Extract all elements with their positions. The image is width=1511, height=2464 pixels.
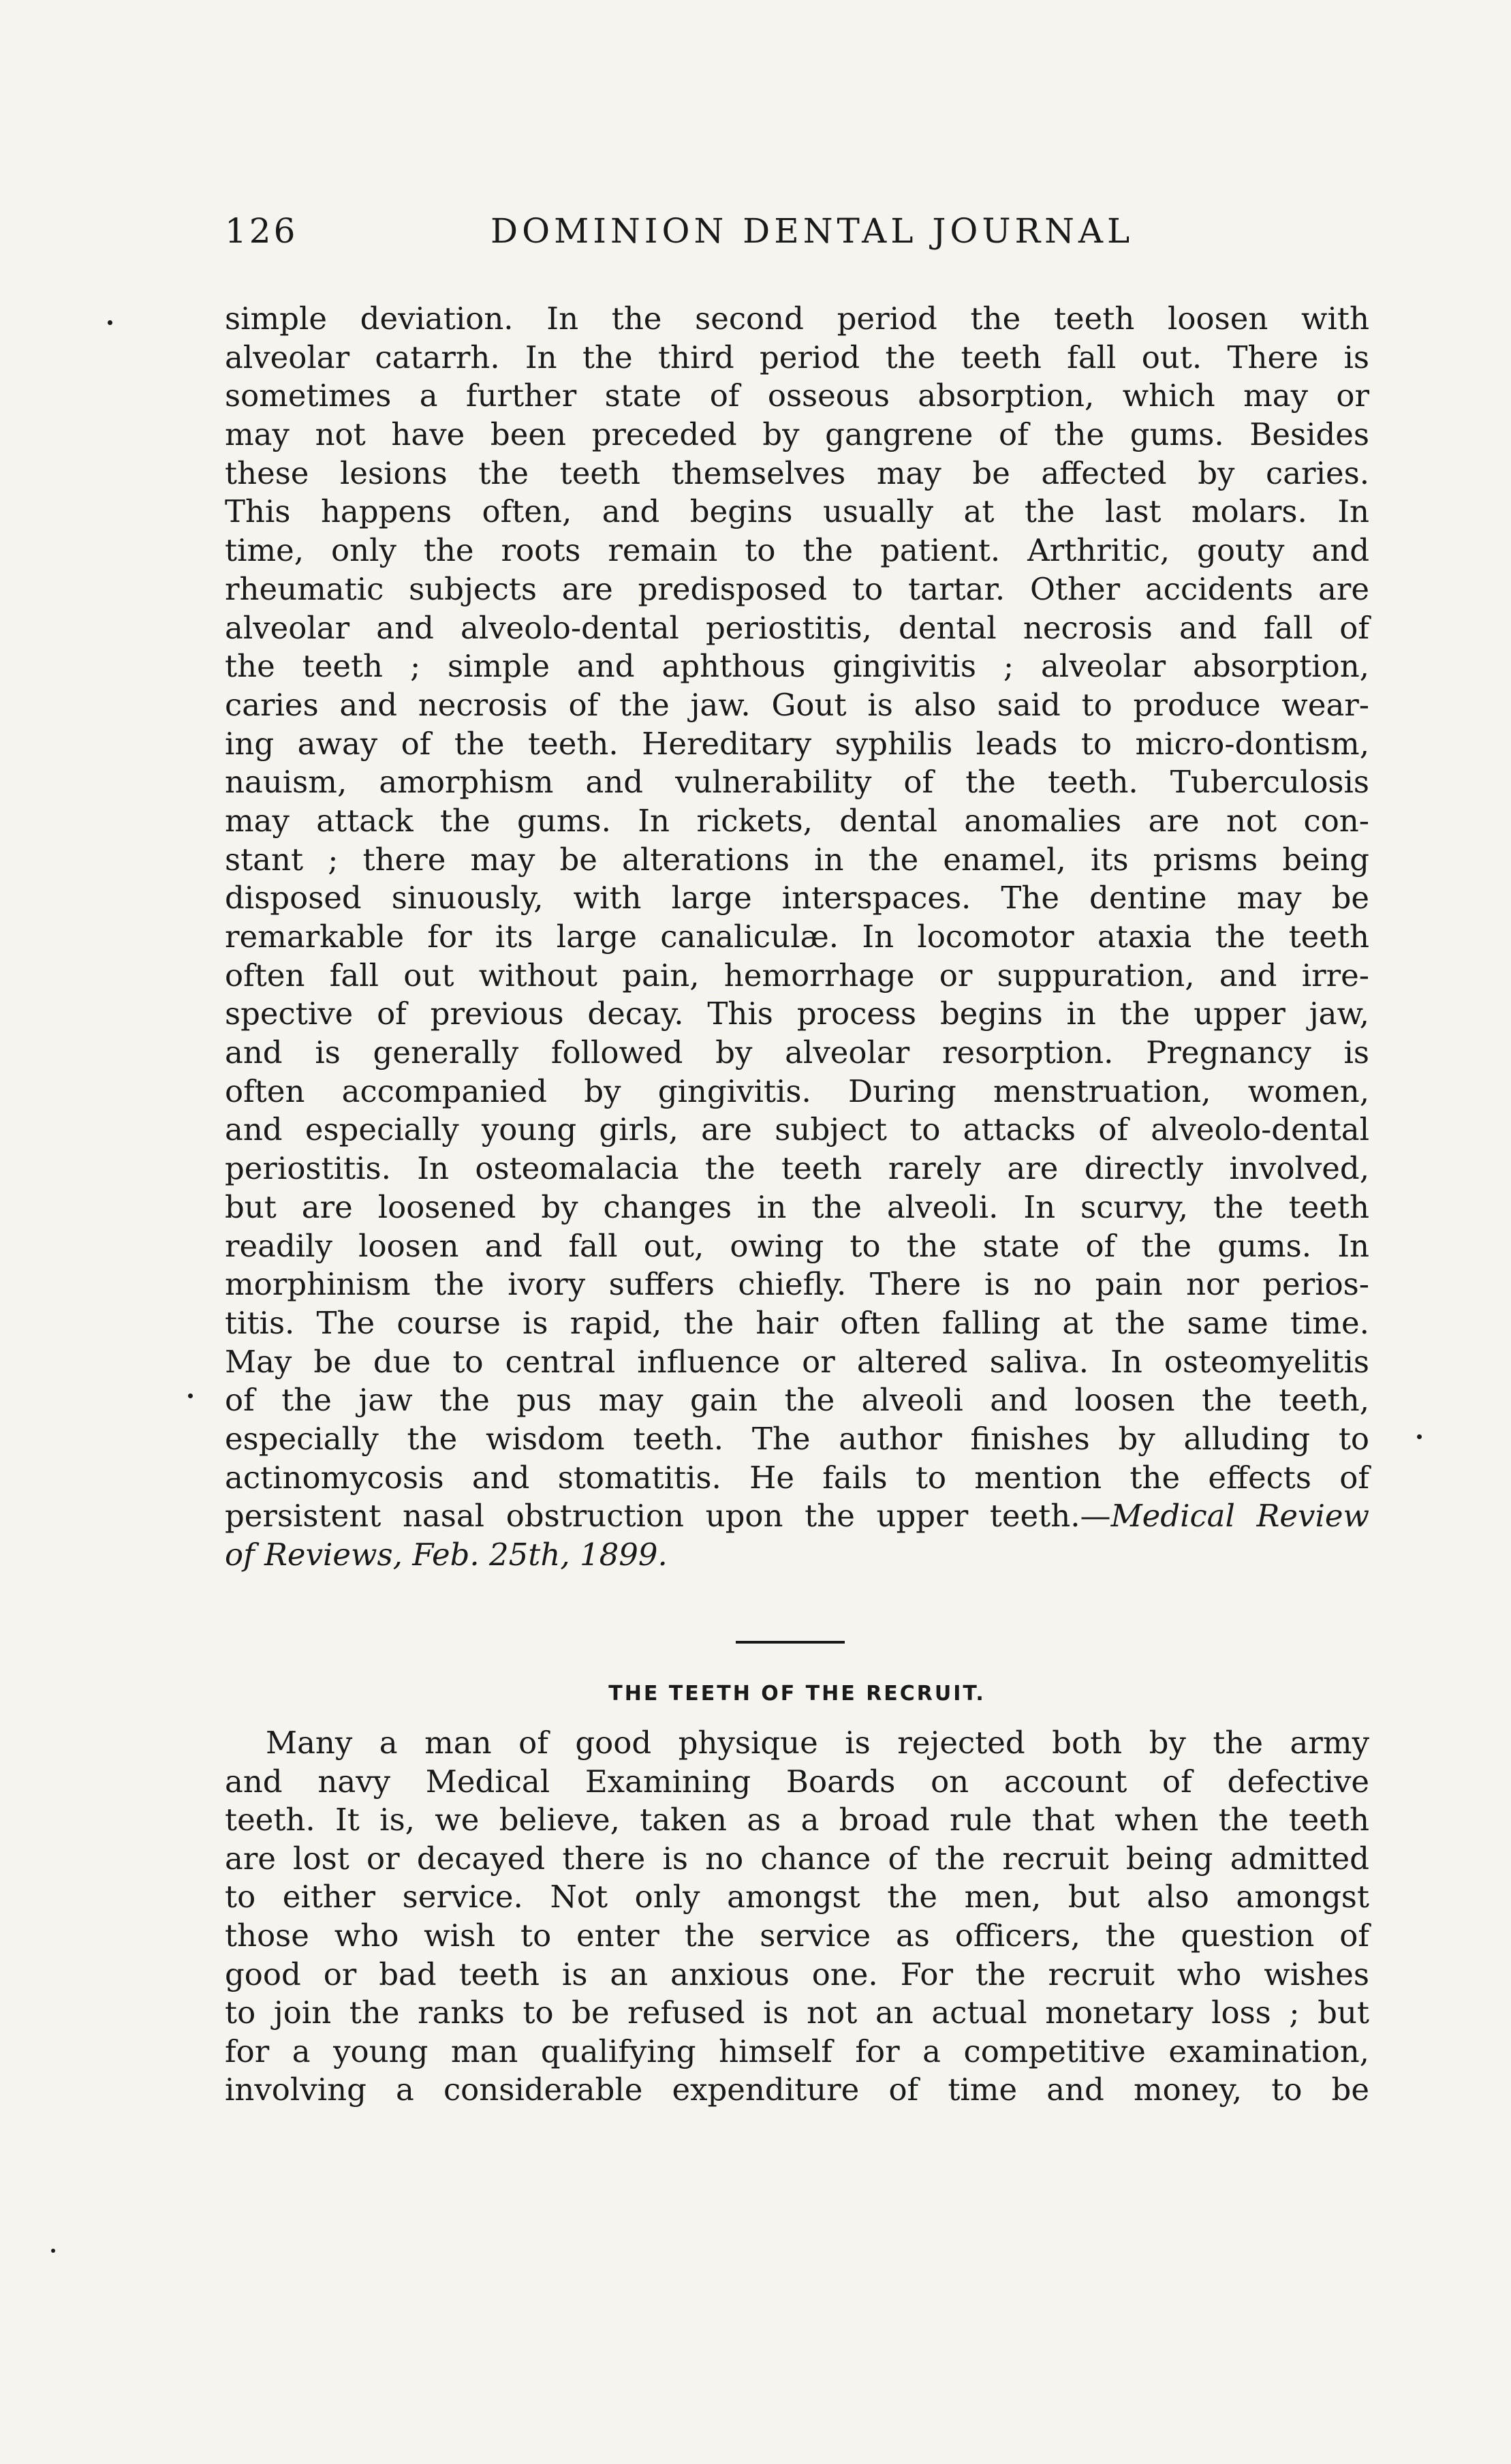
text-line: and especially young girls, are subject to attacks of alveolo-dental [225,1111,1369,1148]
text-line: persistent nasal obstruction upon the upper teeth.— [225,1498,1111,1535]
text-line: Many a man of good physique is rejected both by the army [266,1725,1369,1761]
text-line: alveolar catarrh. In the third period the teeth fall out. There is [225,339,1369,375]
section-divider [736,1641,845,1644]
margin-speck [51,2249,55,2253]
article-body-2 [225,1724,1369,2110]
text-line: May be due to central influence or altered saliva. In osteomyelitis [225,1343,1369,1380]
text-line: are lost or decayed there is no chance of the recruit being admitted [225,1840,1369,1877]
text-line: those who wish to enter the service as officers, the question of [225,1917,1369,1954]
text-line: titis. The course is rapid, the hair often falling at the same time. [225,1304,1369,1341]
text-line: to either service. Not only amongst the men, but also amongst [225,1879,1369,1915]
text-line: spective of previous decay. This process begins in the upper jaw, [225,996,1369,1032]
text-line: of the jaw the pus may gain the alveoli and loosen the teeth, [225,1382,1369,1419]
text-line: alveolar and alveolo-dental periostitis, dental necrosis and fall of [225,609,1369,646]
text-line: periostitis. In osteomalacia the teeth rarely are directly involved, [225,1150,1369,1187]
article-body [225,300,1369,1575]
margin-speck [1417,1434,1422,1439]
text-line: ing away of the teeth. Hereditary syphilis leads to micro-dontism, [225,725,1369,762]
text-line: may attack the gums. In rickets, dental anomalies are not con- [225,802,1369,839]
page-header [225,211,1369,252]
citation-date: of Reviews, Feb. 25th, 1899. [225,1537,668,1573]
text-line: involving a considerable expenditure of time and money, to be [225,2072,1369,2108]
text-line: the teeth ; simple and aphthous gingivitis ; alveolar absorption, [225,648,1369,685]
text-line: and is generally followed by alveolar resorption. Pregnancy is [225,1034,1369,1071]
text-line: but are loosened by changes in the alveoli. In scurvy, the teeth [225,1188,1369,1225]
text-line: disposed sinuously, with large interspaces. The dentine may be [225,880,1369,917]
text-line: for a young man qualifying himself for a competitive examination, [225,2033,1369,2069]
citation-line [225,1497,1369,1536]
text-line: these lesions the teeth themselves may be affected by caries. [225,455,1369,491]
text-line: morphinism the ivory suffers chiefly. There is no pain nor perios- [225,1266,1369,1303]
text-line: simple deviation. In the second period the teeth loosen with [225,301,1369,337]
text-line: time, only the roots remain to the patient. Arthritic, gouty and [225,532,1369,569]
text-line: good or bad teeth is an anxious one. For the recruit who wishes [225,1956,1369,1992]
text-line: and navy Medical Examining Boards on account of defective [225,1763,1369,1800]
text-line: may not have been preceded by gangrene of the gums. Besides [225,416,1369,453]
text-line: especially the wisdom teeth. The author finishes by alluding to [225,1420,1369,1457]
section-heading: THE TEETH OF THE RECRUIT. [608,1682,986,1706]
page-number: 126 [225,211,298,251]
text-line: sometimes a further state of osseous absorption, which may or [225,378,1369,414]
text-line: caries and necrosis of the jaw. Gout is also said to produce wear- [225,686,1369,723]
text-line: readily loosen and fall out, owing to the state of the gums. In [225,1227,1369,1264]
margin-speck [188,1393,193,1398]
running-title: DOMINION DENTAL JOURNAL [490,211,1134,251]
text-line: to join the ranks to be refused is not an actual monetary loss ; but [225,1995,1369,2031]
text-line: This happens often, and begins usually at the last molars. In [225,493,1369,530]
text-line: stant ; there may be alterations in the enamel, its prisms being [225,841,1369,878]
text-line: often accompanied by gingivitis. During menstruation, women, [225,1073,1369,1109]
text-line: remarkable for its large canaliculæ. In locomotor ataxia the teeth [225,919,1369,955]
text-line: nauism, amorphism and vulnerability of the teeth. Tuberculosis [225,764,1369,801]
margin-speck [108,320,112,325]
text-line: rheumatic subjects are predisposed to tartar. Other accidents are [225,570,1369,607]
text-line: often fall out without pain, hemorrhage or suppuration, and irre- [225,957,1369,994]
text-line: teeth. It is, we believe, taken as a broad rule that when the teeth [225,1802,1369,1838]
citation-source: Medical Review [1110,1498,1369,1535]
text-line: actinomycosis and stomatitis. He fails to mention the effects of [225,1459,1369,1496]
